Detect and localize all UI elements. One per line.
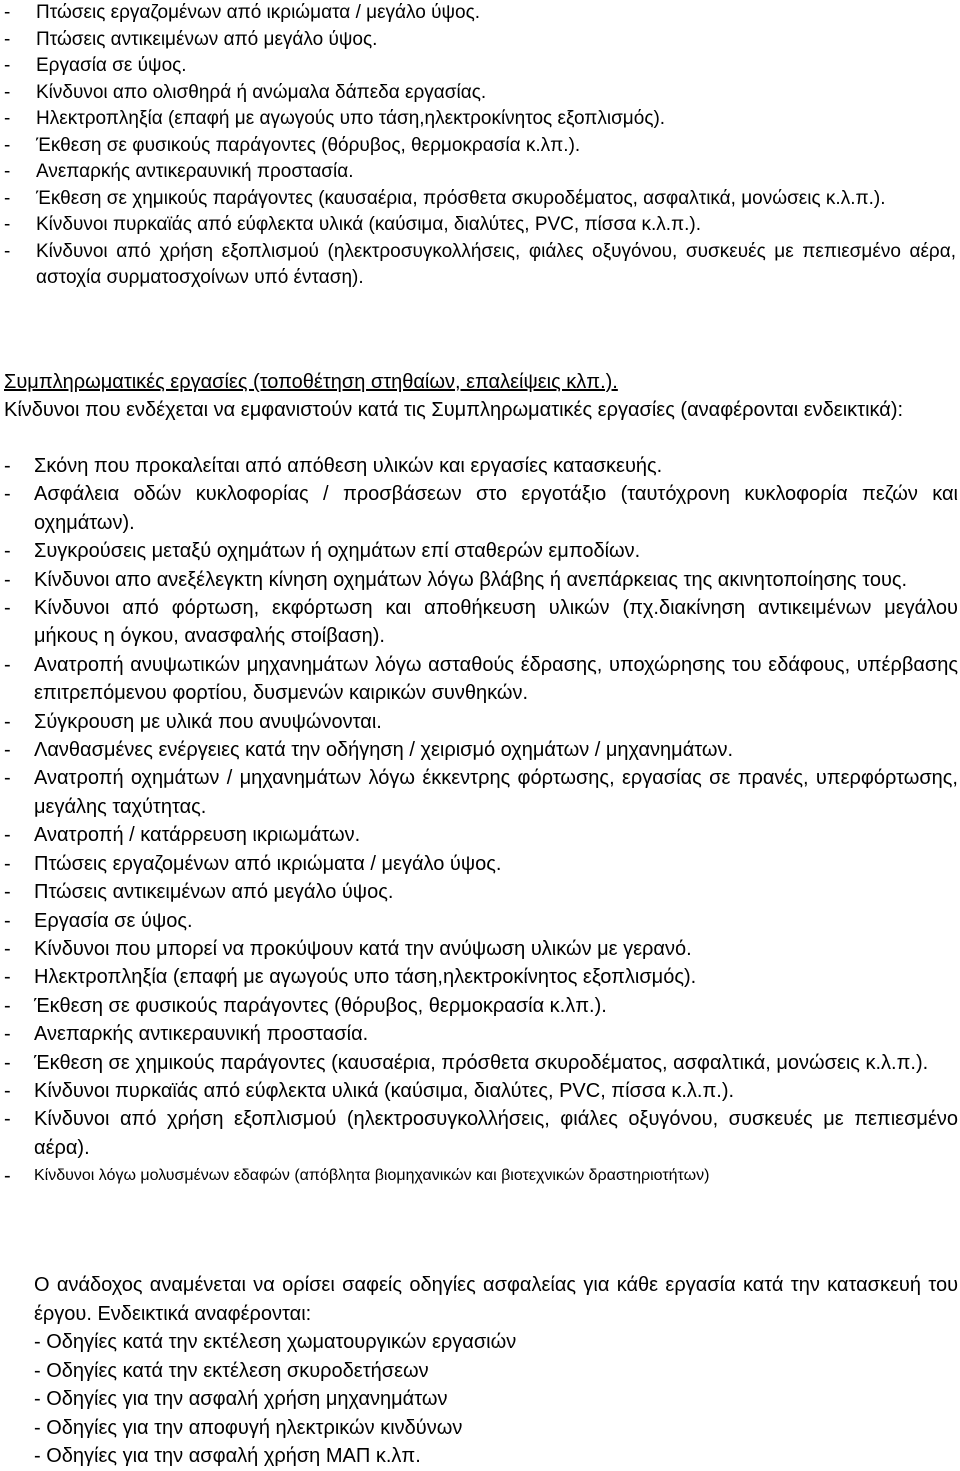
list-item: - Έκθεση σε φυσικούς παράγοντες (θόρυβος, θερμοκρασία κ.λπ.). (4, 134, 581, 156)
list-item: - Πτώσεις αντικειμένων από μεγάλο ύψος. (4, 881, 394, 904)
list-item: - Ανεπαρκής αντικεραυνική προστασία. (4, 1023, 369, 1046)
section-heading: Συμπληρωματικές εργασίες (τοποθέτηση στηθαίων, επαλείψεις κλπ.). (4, 371, 618, 393)
section-intro: Κίνδυνοι που ενδέχεται να εμφανιστούν κατά τις Συμπληρωματικές εργασίες (αναφέρονται ενδεικτικά): (4, 399, 904, 421)
list-item: - Πτώσεις αντικειμένων από μεγάλο ύψος. (4, 28, 378, 50)
list-item: - Πτώσεις εργαζομένων από ικριώματα / μεγάλο ύψος. (4, 852, 502, 875)
list-item: - Εργασία σε ύψος. (4, 909, 193, 932)
list-item: - Έκθεση σε χημικούς παράγοντες (καυσαέρια, πρόσθετα σκυροδέματος, ασφαλτικά, μονώσεις κ.λ.π.). (4, 1051, 929, 1074)
hazard-list-1 (0, 0, 956, 292)
list-item: - Κίνδυνοι πυρκαϊάς από εύφλεκτα υλικά (καύσιμα, διαλύτες, PVC, πίσσα κ.λ.π.). (4, 1079, 735, 1102)
list-item: - Κίνδυνοι λόγω μολυσμένων εδαφών (απόβλητα βιομηχανικών και βιοτεχνικών δραστηριοτήτων) (4, 1165, 710, 1188)
list-item: - Ηλεκτροπληξία (επαφή με αγωγούς υπο τάση,ηλεκτροκίνητος εξοπλισμός). (4, 966, 697, 989)
list-item: - Λανθασμένες ενέργειες κατά την οδήγηση / χειρισμό οχημάτων / μηχανημάτων. (4, 739, 734, 762)
list-item: - Κίνδυνοι πυρκαϊάς από εύφλεκτα υλικά (καύσιμα, διαλύτες, PVC, πίσσα κ.λ.π.). (4, 214, 702, 235)
list-item: - Κίνδυνοι που μπορεί να προκύψουν κατά την ανύψωση υλικών με γερανό. (4, 937, 692, 960)
spacer (0, 424, 958, 452)
list-item: - Οδηγίες κατά την εκτέλεση σκυροδετήσεων (34, 1359, 429, 1382)
list-item: - Ηλεκτροπληξία (επαφή με αγωγούς υπο τάση,ηλεκτροκίνητος εξοπλισμός). (4, 108, 666, 129)
supplementary-works-section (0, 368, 958, 1191)
list-item: - Συγκρούσεις μεταξύ οχημάτων ή οχημάτων επί σταθερών εμποδίων. (4, 540, 641, 563)
list-item: - Κίνδυνοι απο ολισθηρά ή ανώμαλα δάπεδα εργασίας. (4, 81, 487, 103)
list-item: - Ανατροπή ανυψωτικών μηχανημάτων λόγω ασταθούς έδρασης, υποχώρησης του εδάφους, υπέρβασης επιτρεπόμενου φορτίου, δυσμενών καιρικών συνθηκών. (4, 653, 958, 705)
list-item: - Εργασία σε ύψος. (4, 55, 187, 76)
list-item: - Κίνδυνοι από χρήση εξοπλισμού (ηλεκτροσυγκολλήσεις, φιάλες οξυγόνου, συσκευές με πεπιεσμένο αέρα, αστοχία συρματοσχοίνων υπό ένταση). (4, 240, 956, 288)
instructions-intro: Ο ανάδοχος αναμένεται να ορίσει σαφείς οδηγίες ασφαλείας για κάθε εργασία κατά την κατασκευή του έργου. Ενδεικτικά αναφέρονται: (34, 1274, 958, 1325)
list-item: - Ανατροπή οχημάτων / μηχανημάτων λόγω έκκεντρης φόρτωσης, εργασίας σε πρανές, υπερφόρτωσης, μεγάλης ταχύτητας. (4, 767, 958, 818)
list-item: - Πτώσεις εργαζομένων από ικριώματα / μεγάλο ύψος. (4, 2, 481, 23)
list-item: - Σύγκρουση με υλικά που ανυψώνονται. (4, 710, 382, 733)
list-item: - Σκόνη που προκαλείται από απόθεση υλικών και εργασίες κατασκευής. (4, 455, 663, 477)
list-item: - Κίνδυνοι απο ανεξέλεγκτη κίνηση οχημάτων λόγω βλάβης ή ανεπάρκειας της ακινητοποίησης τους. (4, 568, 908, 591)
list-item: - Οδηγίες κατά την εκτέλεση χωματουργικών εργασιών (34, 1331, 517, 1353)
list-item: - Έκθεση σε φυσικούς παράγοντες (θόρυβος, θερμοκρασία κ.λπ.). (4, 994, 607, 1017)
safety-instructions-section (0, 1271, 958, 1471)
list-item: - Ανεπαρκής αντικεραυνική προστασία. (4, 161, 354, 182)
list-item: - Οδηγίες για την ασφαλή χρήση ΜΑΠ κ.λπ. (34, 1445, 421, 1467)
list-item: - Ανατροπή / κατάρρευση ικριωμάτων. (4, 824, 361, 847)
list-item: - Κίνδυνοι από χρήση εξοπλισμού (ηλεκτροσυγκολλήσεις, φιάλες οξυγόνου, συσκευές με πεπιεσμένο αέρα). (4, 1108, 958, 1159)
list-item: - Έκθεση σε χημικούς παράγοντες (καυσαέρια, πρόσθετα σκυροδέματος, ασφαλτικά, μονώσεις κ.λ.π.). (4, 187, 886, 209)
list-item: - Κίνδυνοι από φόρτωση, εκφόρτωση και αποθήκευση υλικών (πχ.διακίνηση αντικειμένων μεγάλου μήκους η όγκου, ανασφαλής στοίβαση). (4, 597, 958, 648)
hazard-list-2 (0, 452, 958, 1191)
list-item: - Οδηγίες για την ασφαλή χρήση μηχανημάτων (34, 1388, 448, 1410)
list-item: - Ασφάλεια οδών κυκλοφορίας / προσβάσεων στο εργοτάξιο (ταυτόχρονη κυκλοφορία πεζών και οχημάτων). (4, 483, 958, 534)
list-item: - Οδηγίες για την αποφυγή ηλεκτρικών κινδύνων (34, 1416, 463, 1439)
